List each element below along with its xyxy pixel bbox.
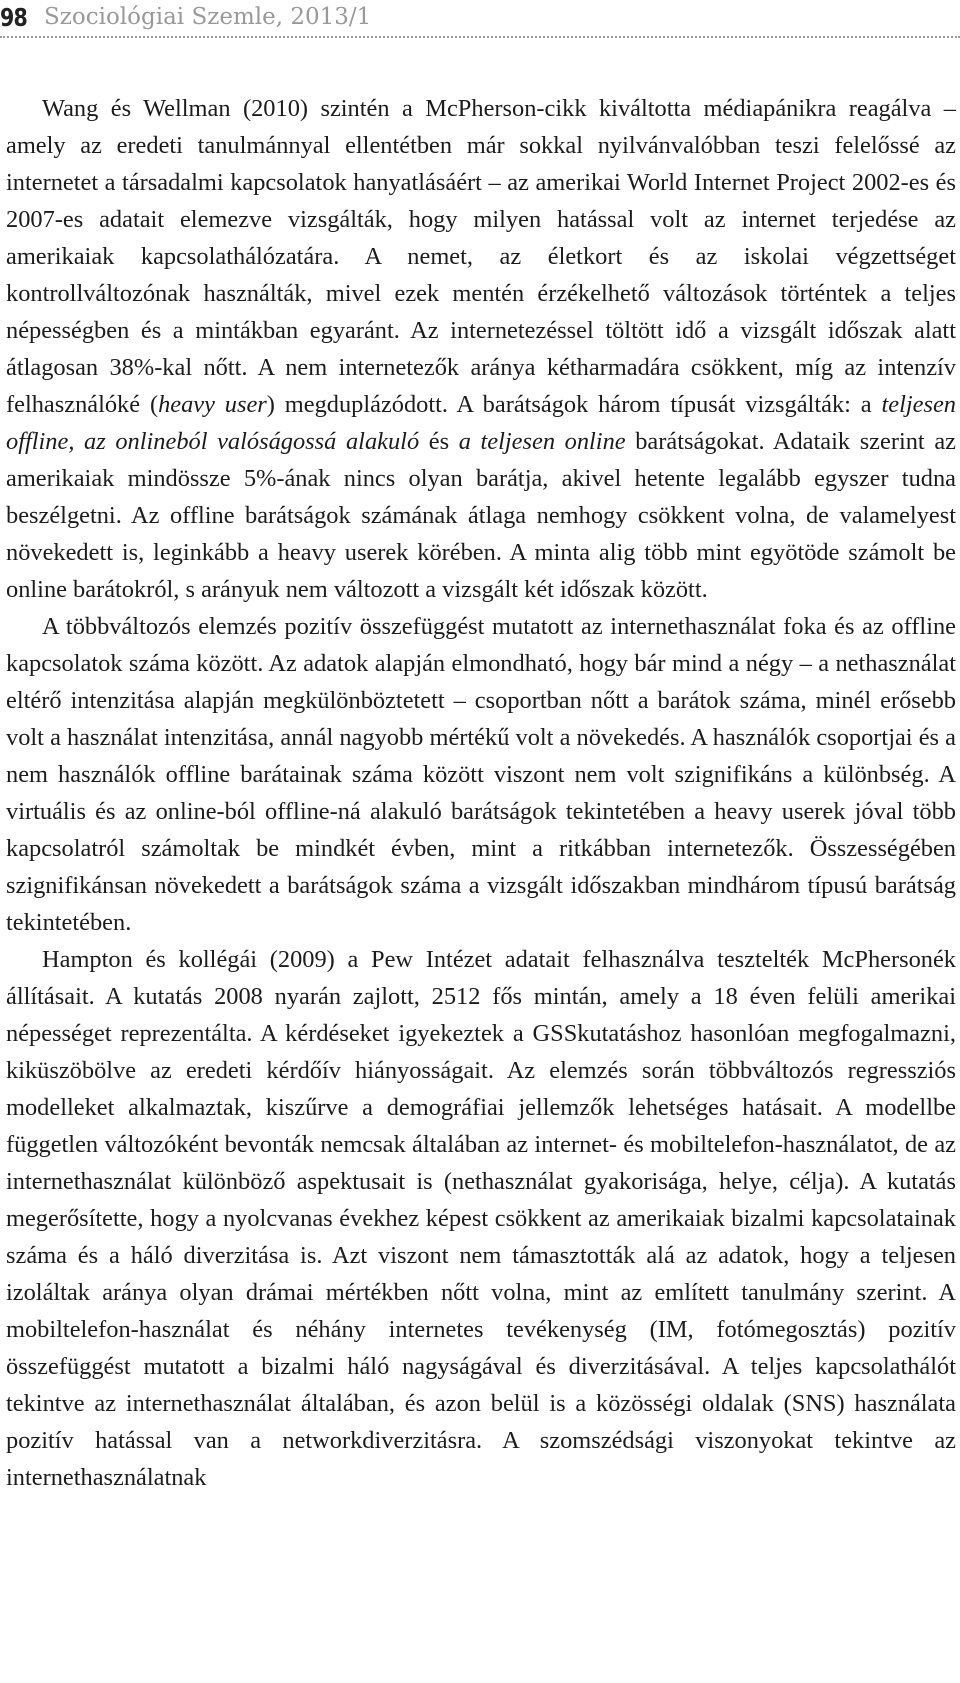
- paragraph: [6, 608, 956, 941]
- text-segment: barátságokat. Adataik szerint az amerikaiak mindössze 5%-ának nincs olyan barátja, akivel hetente legalább egyszer tudna beszélgetni. Az offline barátságok számának átlaga nemhogy csökkent volna, de valamelyest növekedett is, leginkább a heavy userek körében. A minta alig több mint egyötöde számolt be online barátokról, s arányuk nem változott a vizsgált két időszak között.: [6, 428, 956, 603]
- text-segment: Wang és Wellman (2010) szintén a McPherson-cikk kiváltotta médiapánikra reagálva – amely az eredeti tanulmánnyal ellentétben már sokkal nyilvánvalóbban teszi felelőssé az internetet a társadalmi kapcsolatok hanyatlásáért – az amerikai World Internet Project 2002-es és 2007-es adatait elemezve vizsgálták, hogy milyen hatással volt az internet terjedése az amerikaiak kapcsolathálózatára. A nemet, az életkort és az iskolai végzettséget kontrollváltozónak használták, mivel ezek mentén érzékelhető változások történtek a teljes népességben és a mintákban egyaránt. Az internetezéssel töltött idő a vizsgált időszak alatt átlagosan 38%-kal nőtt. A nem internetezők aránya kétharmadára csökkent, míg az intenzív felhasználóké (: [6, 95, 956, 418]
- paragraph: [6, 90, 956, 608]
- text-segment: ) megduplázódott. A barátságok három típusát vizsgálták: a: [266, 391, 882, 418]
- text-segment: A többváltozós elemzés pozitív összefüggést mutatott az internethasználat foka és az offline kapcsolatok száma között. Az adatok alapján elmondható, hogy bár mind a négy – a nethasználat eltérő intenzitása alapján megkülönböztetett – csoportban nőtt a barátok száma, minél erősebb volt a használat intenzitása, annál nagyobb mértékű volt a növekedés. A használók csoportjai és a nem használók offline barátainak száma között viszont nem volt szignifikáns a különbség. A virtuális és az online-ból offline-ná alakuló barátságok tekintetében a heavy userek jóval több kapcsolatról számoltak be mindkét évben, mint a ritkábban internetezők. Összességében szignifikánsan növekedett a barátságok száma a vizsgált időszakban mindhárom típusú barátság tekintetében.: [6, 613, 956, 936]
- header-divider: [0, 36, 960, 38]
- text-segment: Hampton és kollégái (2009) a Pew Intézet adatait felhasználva tesztelték McPhersonék állításait. A kutatás 2008 nyarán zajlott, 2512 fős mintán, amely a 18 éven felüli amerikai népességet reprezentálta. A kérdéseket igyekeztek a GSSkutatáshoz hasonlóan megfogalmazni, kiküszöbölve az eredeti kérdőív hiányosságait. Az elemzés során többváltozós regressziós modelleket alkalmaztak, kiszűrve a demográfiai jellemzők lehetséges hatásait. A modellbe független változóként bevonták nemcsak általában az internet- és mobiltelefon-használatot, de az internethasználat különböző aspektusait is (nethasználat gyakorisága, helye, célja). A kutatás megerősítette, hogy a nyolcvanas évekhez képest csökkent az amerikaiak bizalmi kapcsolatainak száma és a háló diverzitása is. Azt viszont nem támasztották alá az adatok, hogy a teljesen izoláltak aránya olyan drámai mértékben nőtt volna, mint az említett tanulmány szerint. A mobiltelefon-használat és néhány internetes tevékenység (IM, fotómegosztás) pozitív összefüggést mutatott a bizalmi háló nagyságával és diverzitásával. A teljes kapcsolathálót tekintve az internethasználat általában, és azon belül is a közösségi oldalak (SNS) használata pozitív hatással van a networkdiverzitásra. A szomszédsági viszonyokat tekintve az internethasználatnak: [6, 946, 956, 1491]
- paragraph: [6, 941, 956, 1496]
- article-body: [6, 90, 956, 1496]
- italic-text: heavy user: [158, 391, 267, 418]
- text-segment: és: [419, 428, 459, 455]
- page-number: 98: [0, 2, 27, 32]
- journal-title: Szociológiai Szemle, 2013/1: [44, 4, 372, 30]
- italic-text: teljesen offline, az onlineból valóságossá alakuló: [6, 391, 956, 455]
- page-header: [0, 0, 371, 34]
- italic-text: a teljesen online: [458, 428, 626, 455]
